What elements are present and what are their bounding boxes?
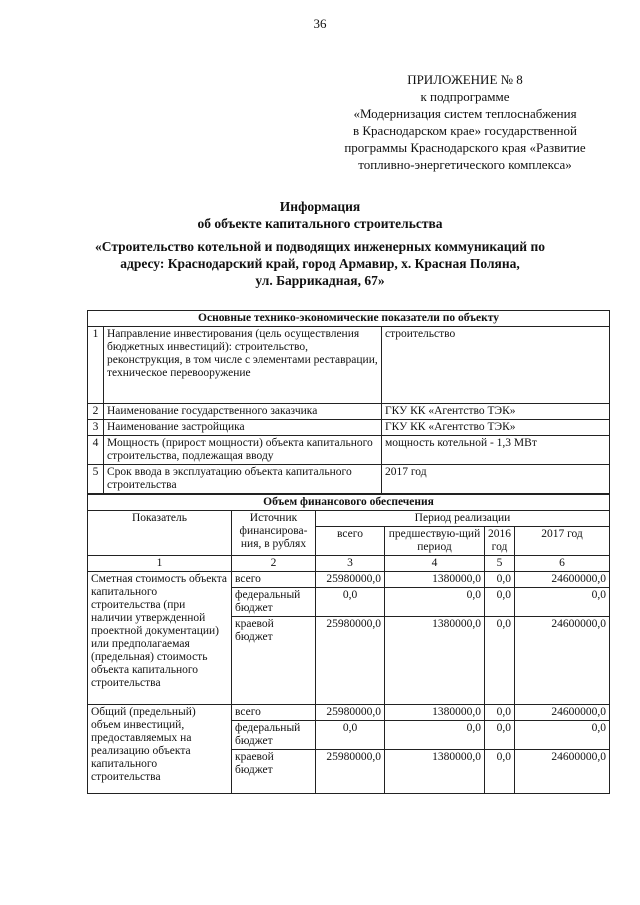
title-line: ул. Баррикадная, 67» <box>255 273 385 288</box>
appendix-line: в Краснодарском крае» государственной <box>353 123 577 138</box>
y2016-cell: 0,0 <box>485 705 515 721</box>
prev-cell: 1380000,0 <box>385 572 485 588</box>
row-label: Мощность (прирост мощности) объекта капитального строительства, подлежащая вводу <box>104 436 382 465</box>
indicators-table <box>87 310 610 494</box>
col-source-header: Источник финансирова-ния, в рублях <box>232 511 316 556</box>
y2016-cell: 0,0 <box>485 721 515 750</box>
appendix-header <box>330 71 600 173</box>
row-label: Срок ввода в эксплуатацию объекта капитального строительства <box>104 465 382 494</box>
col-number: 2 <box>232 556 316 572</box>
y2017-cell: 24600000,0 <box>515 617 610 705</box>
col-2017-header: 2017 год <box>515 527 610 556</box>
prev-cell: 1380000,0 <box>385 750 485 794</box>
total-cell: 25980000,0 <box>316 572 385 588</box>
row-label: Наименование застройщика <box>104 420 382 436</box>
group-label: Сметная стоимость объекта капитального строительства (при наличии утвержденной проектной документации) или предполагаемая (предельная) стоимость объекта капитального строительства <box>88 572 232 705</box>
col-number: 6 <box>515 556 610 572</box>
page-number: 36 <box>313 16 327 31</box>
row-number: 4 <box>88 436 104 465</box>
appendix-line: топливно-энергетического комплекса» <box>358 157 572 172</box>
row-label: Наименование государственного заказчика <box>104 404 382 420</box>
finance-table <box>87 494 610 794</box>
title-line: «Строительство котельной и подводящих инженерных коммуникаций по <box>95 239 545 254</box>
row-number: 1 <box>88 327 104 404</box>
appendix-line: к подпрограмме <box>420 89 510 104</box>
y2016-cell: 0,0 <box>485 617 515 705</box>
indicators-header: Основные технико-экономические показатели по объекту <box>88 311 610 327</box>
y2017-cell: 0,0 <box>515 721 610 750</box>
y2016-cell: 0,0 <box>485 588 515 617</box>
row-number: 5 <box>88 465 104 494</box>
table-row <box>88 705 610 721</box>
source-cell: федеральный бюджет <box>232 721 316 750</box>
appendix-line: программы Краснодарского края «Развитие <box>344 140 586 155</box>
document-title <box>60 198 580 289</box>
source-cell: федеральный бюджет <box>232 588 316 617</box>
source-cell: всего <box>232 705 316 721</box>
table-row <box>88 420 610 436</box>
y2016-cell: 0,0 <box>485 572 515 588</box>
column-numbers-row <box>88 556 610 572</box>
col-number: 4 <box>385 556 485 572</box>
finance-header: Объем финансового обеспечения <box>88 495 610 511</box>
appendix-line: «Модернизация систем теплоснабжения <box>353 106 577 121</box>
appendix-line: ПРИЛОЖЕНИЕ № 8 <box>407 72 523 87</box>
col-number: 5 <box>485 556 515 572</box>
prev-cell: 0,0 <box>385 721 485 750</box>
total-cell: 25980000,0 <box>316 617 385 705</box>
table-row <box>88 404 610 420</box>
group-label: Общий (предельный) объем инвестиций, предоставляемых на реализацию объекта капитального строительства <box>88 705 232 794</box>
title-line: адресу: Краснодарский край, город Армавир, х. Красная Поляна, <box>120 256 520 271</box>
prev-cell: 1380000,0 <box>385 617 485 705</box>
col-number: 1 <box>88 556 232 572</box>
total-cell: 25980000,0 <box>316 705 385 721</box>
table-row <box>88 465 610 494</box>
source-cell: краевой бюджет <box>232 750 316 794</box>
prev-cell: 0,0 <box>385 588 485 617</box>
row-value: ГКУ КК «Агентство ТЭК» <box>382 420 610 436</box>
total-cell: 0,0 <box>316 588 385 617</box>
col-number: 3 <box>316 556 385 572</box>
col-total-header: всего <box>316 527 385 556</box>
prev-cell: 1380000,0 <box>385 705 485 721</box>
table-row <box>88 436 610 465</box>
table-row <box>88 572 610 588</box>
row-number: 2 <box>88 404 104 420</box>
row-value: строительство <box>382 327 610 404</box>
row-value: мощность котельной - 1,3 МВт <box>382 436 610 465</box>
row-number: 3 <box>88 420 104 436</box>
row-value: ГКУ КК «Агентство ТЭК» <box>382 404 610 420</box>
source-cell: всего <box>232 572 316 588</box>
y2017-cell: 0,0 <box>515 588 610 617</box>
row-value: 2017 год <box>382 465 610 494</box>
total-cell: 25980000,0 <box>316 750 385 794</box>
title-line: Информация <box>279 199 361 214</box>
total-cell: 0,0 <box>316 721 385 750</box>
col-indicator-header: Показатель <box>88 511 232 556</box>
col-period-header: Период реализации <box>316 511 610 527</box>
col-prev-header: предшествую-щий период <box>385 527 485 556</box>
y2017-cell: 24600000,0 <box>515 572 610 588</box>
col-2016-header: 2016 год <box>485 527 515 556</box>
y2016-cell: 0,0 <box>485 750 515 794</box>
title-line: об объекте капитального строительства <box>197 216 443 231</box>
row-label: Направление инвестирования (цель осуществления бюджетных инвестиций): строительство, реконструкция, в том числе с элементами реставрации, техническое перевооружение <box>104 327 382 404</box>
y2017-cell: 24600000,0 <box>515 705 610 721</box>
table-row <box>88 327 610 404</box>
source-cell: краевой бюджет <box>232 617 316 705</box>
y2017-cell: 24600000,0 <box>515 750 610 794</box>
